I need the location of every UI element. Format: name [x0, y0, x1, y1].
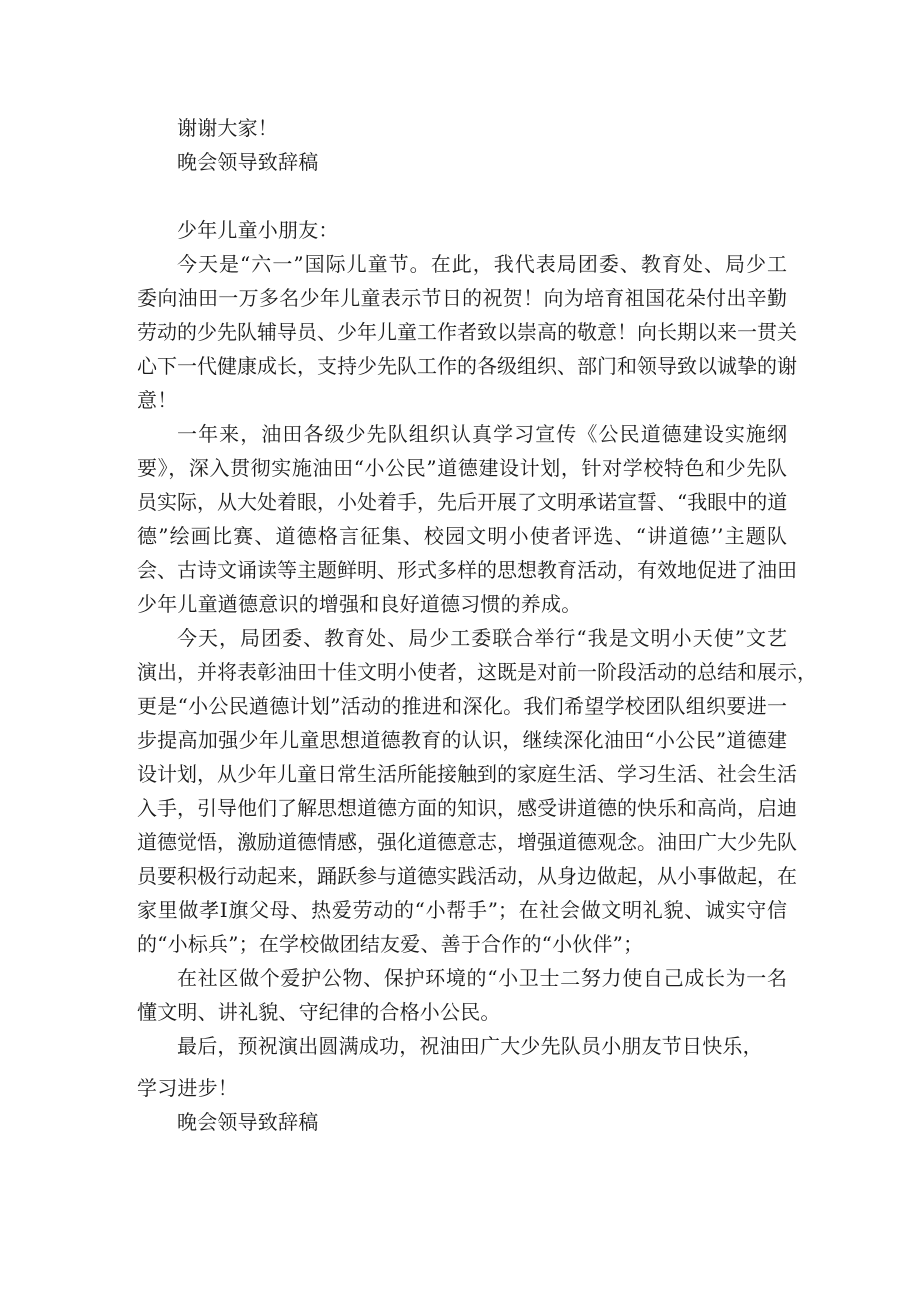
paragraph-2-line: 德”绘画比赛、道德格言征集、校园文明小使者评选、“讲道德’’主题队 — [137, 524, 787, 548]
paragraph-5-line: 学习进步！ — [137, 1076, 238, 1100]
paragraph-1-line: 意！ — [137, 388, 178, 412]
paragraph-3-line: 演出，并将表彰油田十佳文明小使者，这既是对前一阶段活动的总结和展示， — [137, 660, 817, 684]
paragraph-2-line: 少年儿童遒德意识的增强和良好道德习惯的养成。 — [137, 592, 582, 616]
section-title: 晚会领导致辞稿 — [177, 150, 319, 174]
paragraph-3-line: 步提高加强少年儿童思想道德教育的认识，继续深化油田“小公民”道德建 — [137, 728, 787, 752]
section-title: 晚会领导致辞稿 — [177, 1110, 319, 1134]
paragraph-2-line: 要》，深入贯彻实施油田“小公民”道德建设计划，针对学校特色和少先队 — [137, 456, 787, 480]
paragraph-2-line: 员实际，从大处着眼，小处着手，先后开展了文明承诺宣誓、“我眼中的道 — [137, 490, 788, 514]
paragraph-3-line: 家里做孝I旗父母、热爱劳动的“小帮手”；在社会做文明礼貌、诚实守信 — [137, 898, 787, 922]
paragraph-3-line: 设计划，从少年儿童日常生活所能接触到的家庭生活、学习生活、社会生活 — [137, 762, 797, 786]
paragraph-3-line: 今天，局团委、教育处、局少工委联合举行“我是文明小天使”文艺 — [177, 626, 787, 650]
paragraph-3-line: 员要积极行动起来，踊跃参与道德实践活动，从身边做起，从小事做起，在 — [137, 864, 797, 888]
paragraph-1-line: 委向油田一万多名少年儿童表示节日的祝贺！向为培育祖国花朵付出辛勤 — [137, 286, 787, 310]
paragraph-5-line: 最后，预祝演出圆满成功，祝油田广大少先队员小朋友节日快乐， — [177, 1034, 763, 1058]
paragraph-3-line: 入手，引导他们了解思想道德方面的知识，感受讲道德的快乐和高尚，启迪 — [137, 796, 797, 820]
paragraph-2-line: 会、古诗文诵读等主题鲜明、形式多样的思想教育活动，有效地促进了油田 — [137, 558, 797, 582]
closing-thanks: 谢谢大家！ — [177, 116, 278, 140]
paragraph-3-line: 道德觉悟，激励道德情感，强化道德意志，增强道德观念。油田广大少先队 — [137, 830, 797, 854]
paragraph-1-line: 心下一代健康成长，支持少先队工作的各级组织、部门和领导致以诚挚的谢 — [137, 354, 797, 378]
paragraph-3-line: 的“小标兵”；在学校做团结友爱、善于合作的“小伙伴”； — [137, 932, 644, 956]
paragraph-3-line: 更是“小公民遒德计划”活动的推进和深化。我们希望学校团队组织要进一 — [137, 694, 787, 718]
salutation: 少年儿童小朋友： — [177, 218, 339, 242]
paragraph-4-line: 在社区做个爱护公物、保护环境的“小卫士二努力使自己成长为一名 — [177, 966, 787, 990]
paragraph-2-line: 一年来，油田各级少先队组织认真学习宣传《公民道德建设实施纲 — [177, 422, 787, 446]
paragraph-1-line: 劳动的少先队辅导员、少年儿童工作者致以崇高的敬意！向长期以来一贯关 — [137, 320, 797, 344]
paragraph-4-line: 懂文明、讲礼貌、守纪律的合格小公民。 — [137, 1000, 501, 1024]
paragraph-1-line: 今天是“六一”国际儿童节。在此，我代表局团委、教育处、局少工 — [177, 252, 787, 276]
